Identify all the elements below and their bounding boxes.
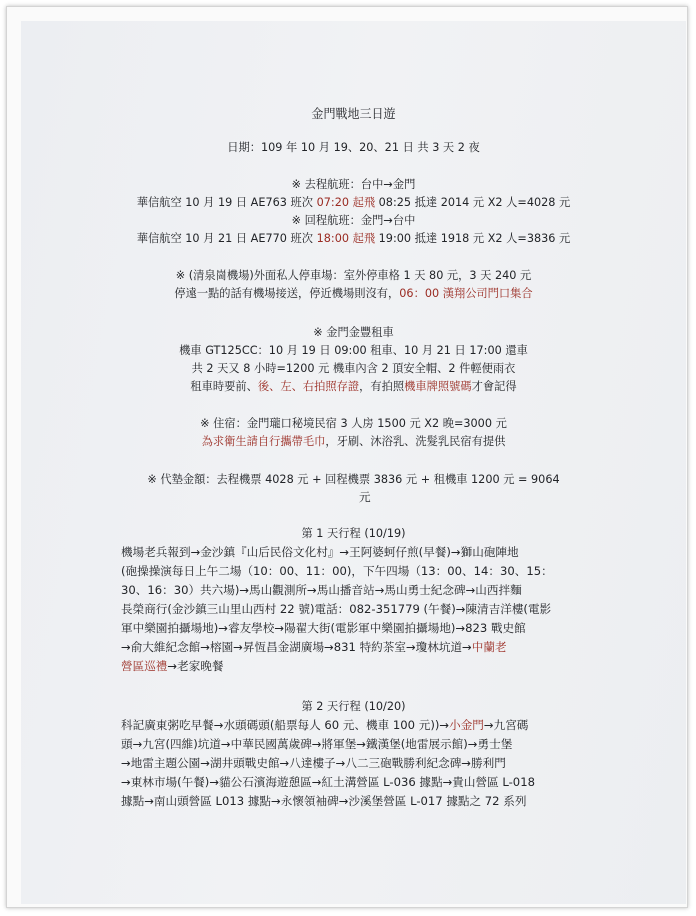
day1-heading: 第 1 天行程 (10/19) xyxy=(301,526,406,540)
return-flight-details: 華信航空 10 月 21 日 AE770 班次 18:00 起飛 19:00 抵達 1918 元 X2 人=3836 元 xyxy=(136,231,571,245)
return-flight-heading: ※ 回程航班：金門→台中 xyxy=(291,213,416,227)
day2-heading: 第 2 天行程 (10/20) xyxy=(301,699,406,713)
advance-total-unit: 元 xyxy=(359,490,371,504)
rental-note: 租車時要前、後、左、右拍照存證，有拍照機車牌照號碼才會記得 xyxy=(190,379,517,393)
day2-line: →地雷主題公園→湖井頭戰史館→八達樓子→八二三砲戰勝利紀念碑→勝利門 xyxy=(121,756,506,770)
day1-line: 長榮商行(金沙鎮三山里山西村 22 號)電話：082-351779 (午餐)→陳清吉洋樓(電影 xyxy=(121,602,552,616)
day2-line: 據點→南山頭營區 L013 據點→永懷領袖碑→沙溪堡營區 L-017 據點之 72 系列 xyxy=(121,794,527,808)
meeting-point: 06：00 漢翔公司門口集合 xyxy=(399,286,533,300)
outbound-flight-heading: ※ 去程航班：台中→金門 xyxy=(291,177,416,191)
rental-period: 機車 GT125CC：10 月 19 日 09:00 租車、10 月 21 日 17:00 還車 xyxy=(179,343,528,357)
day1-line: 30、16：30）共六場)→馬山觀測所→馬山播音站→馬山勇士紀念碑→山西拌麵 xyxy=(121,583,522,597)
lodging-note: 為求衛生請自行攜帶毛巾，牙刷、沐浴乳、洗髮乳民宿有提供 xyxy=(201,434,506,448)
parking-info: ※ (清泉崗機場)外面私人停車場：室外停車格 1 天 80 元，3 天 240 元 xyxy=(175,268,532,282)
return-departure-time: 18:00 起飛 xyxy=(316,231,376,245)
lodging-info: ※ 住宿：金門瓏口秘境民宿 3 人房 1500 元 X2 晚=3000 元 xyxy=(200,416,507,430)
doc-title: 金門戰地三日遊 xyxy=(311,106,396,121)
day2-line: 頭→九宮(四維)坑道→中華民國萬歲碑→將軍堡→鐵漢堡(地雷展示館)→勇士堡 xyxy=(121,737,513,751)
day1-line: 營區巡禮→老家晚餐 xyxy=(121,659,224,673)
document-photo xyxy=(21,21,686,904)
outbound-departure-time: 07:20 起飛 xyxy=(316,195,376,209)
day2-line: →東林市場(午餐)→貓公石濱海遊憩區→紅土溝營區 L-036 據點→貴山營區 L-018 xyxy=(121,775,535,789)
day1-line: (砲操操演每日上午二場（10：00、11：00)，下午四場（13：00、14：30、15： xyxy=(121,564,553,578)
outbound-flight-details: 華信航空 10 月 19 日 AE763 班次 07:20 起飛 08:25 抵達 2014 元 X2 人=4028 元 xyxy=(136,195,571,209)
parking-shuttle-info: 停遠一點的話有機場接送，停近機場則沒有，06：00 漢翔公司門口集合 xyxy=(174,286,533,300)
trip-date: 日期：109 年 10 月 19、20、21 日 共 3 天 2 夜 xyxy=(227,140,480,154)
photo-frame xyxy=(6,6,688,908)
day2-line: 科記廣東粥吃早餐→水頭碼頭(船票每人 60 元、機車 100 元))→小金門→九宮碼 xyxy=(121,718,529,732)
day1-line: →俞大維紀念館→榕園→昇恆昌金湖廣場→831 特約茶室→瓊林坑道→中蘭老 xyxy=(121,640,507,654)
day1-line: 機場老兵報到→金沙鎮『山后民俗文化村』→王阿婆蚵仔煎(早餐)→獅山砲陣地 xyxy=(121,545,519,559)
day1-line: 軍中樂園拍攝場地)→睿友學校→陽翟大街(電影軍中樂園拍攝場地)→823 戰史館 xyxy=(121,621,526,635)
advance-total: ※ 代墊金額：去程機票 4028 元 + 回程機票 3836 元 + 租機車 1200 元 = 9064 xyxy=(147,472,560,486)
rental-heading: ※ 金門金豐租車 xyxy=(313,325,394,339)
rental-cost: 共 2 天又 8 小時=1200 元 機車內含 2 頂安全帽、2 件輕便雨衣 xyxy=(191,361,516,375)
